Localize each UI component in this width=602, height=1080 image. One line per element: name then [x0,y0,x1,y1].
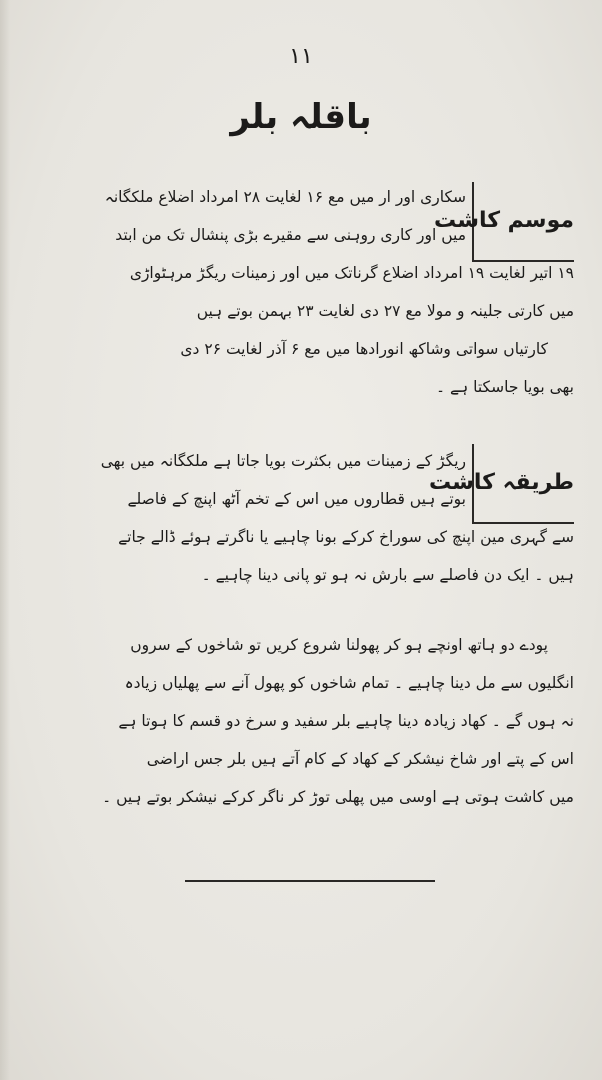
text-line: میں کاشت ہوتی ہے اوسی میں پھلی توڑ کر ناگر کرکے نیشکر بوتے ہیں ۔ [102,788,574,806]
text-line: بھی بویا جاسکتا ہے ۔ [436,378,574,396]
side-heading-cultivation-season: موسم کاشت [472,182,574,262]
text-line: ہیں ۔ ایک دن فاصلے سے بارش نہ ہو تو پانی دینا چاہیے ۔ [201,566,574,584]
text-line: پودے دو ہاتھ اونچے ہو کر پھولنا شروع کریں تو شاخوں کے سروں [130,636,548,654]
text-line: اس کے پتے اور شاخ نیشکر کے کھاد کے کام آتے ہیں بلر جس اراضی [146,750,574,768]
page-title: باقلہ بلر [230,97,372,137]
text-line: انگلیوں سے مل دینا چاہیے ۔ تمام شاخوں کو پھول آنے سے پھلیاں زیادہ [124,674,574,692]
text-line: سکاری اور ار میں مع ۱۶ لغایت ۲۸ امرداد اضلاع ملکگانہ [104,188,466,206]
section-cultivation-method [30,442,574,594]
text-line: نہ ہوں گے ۔ کھاد زیادہ دینا چاہیے بلر سفید و سرخ دو قسم کا ہوتا ہے [118,712,574,730]
section-divider-rule [185,880,435,882]
text-line: ریگڑ کے زمینات میں بکثرت بویا جاتا ہے ملکگانہ میں بھی [100,452,466,470]
side-heading-cultivation-method: طریقہ کاشت [472,444,574,524]
text-line: سے گہری مین اپنچ کی سوراخ کرکے بونا چاہیے یا ناگرتے ہوئے ڈالے جاتے [118,528,574,546]
section-body [30,626,574,816]
page-edge-shadow [0,0,10,1080]
text-line: میں کارتی جلینہ و مولا مع ۲۷ دی لغایت ۲۳ بہمن بوتے ہیں [196,302,574,320]
text-line: کارتیاں سواتی وشاکھ انورادھا میں مع ۶ آذر لغایت ۲۶ دی [180,340,548,358]
text-line: بوتے ہیں قطاروں میں اس کے تخم آٹھ اپنچ کے فاصلے [127,490,466,508]
page-number: ۱۱ [289,44,313,69]
section-cultivation-season [30,178,574,406]
section-plant-care [30,626,574,816]
text-line: میں اور کاری روہنی سے مقیرے بڑی پنشال تک من ابتد [115,226,466,244]
text-line: ۱۹ اتیر لغایت ۱۹ امرداد اضلاع گرناتک میں اور زمینات ریگڑ مرہٹواڑی [129,264,574,282]
